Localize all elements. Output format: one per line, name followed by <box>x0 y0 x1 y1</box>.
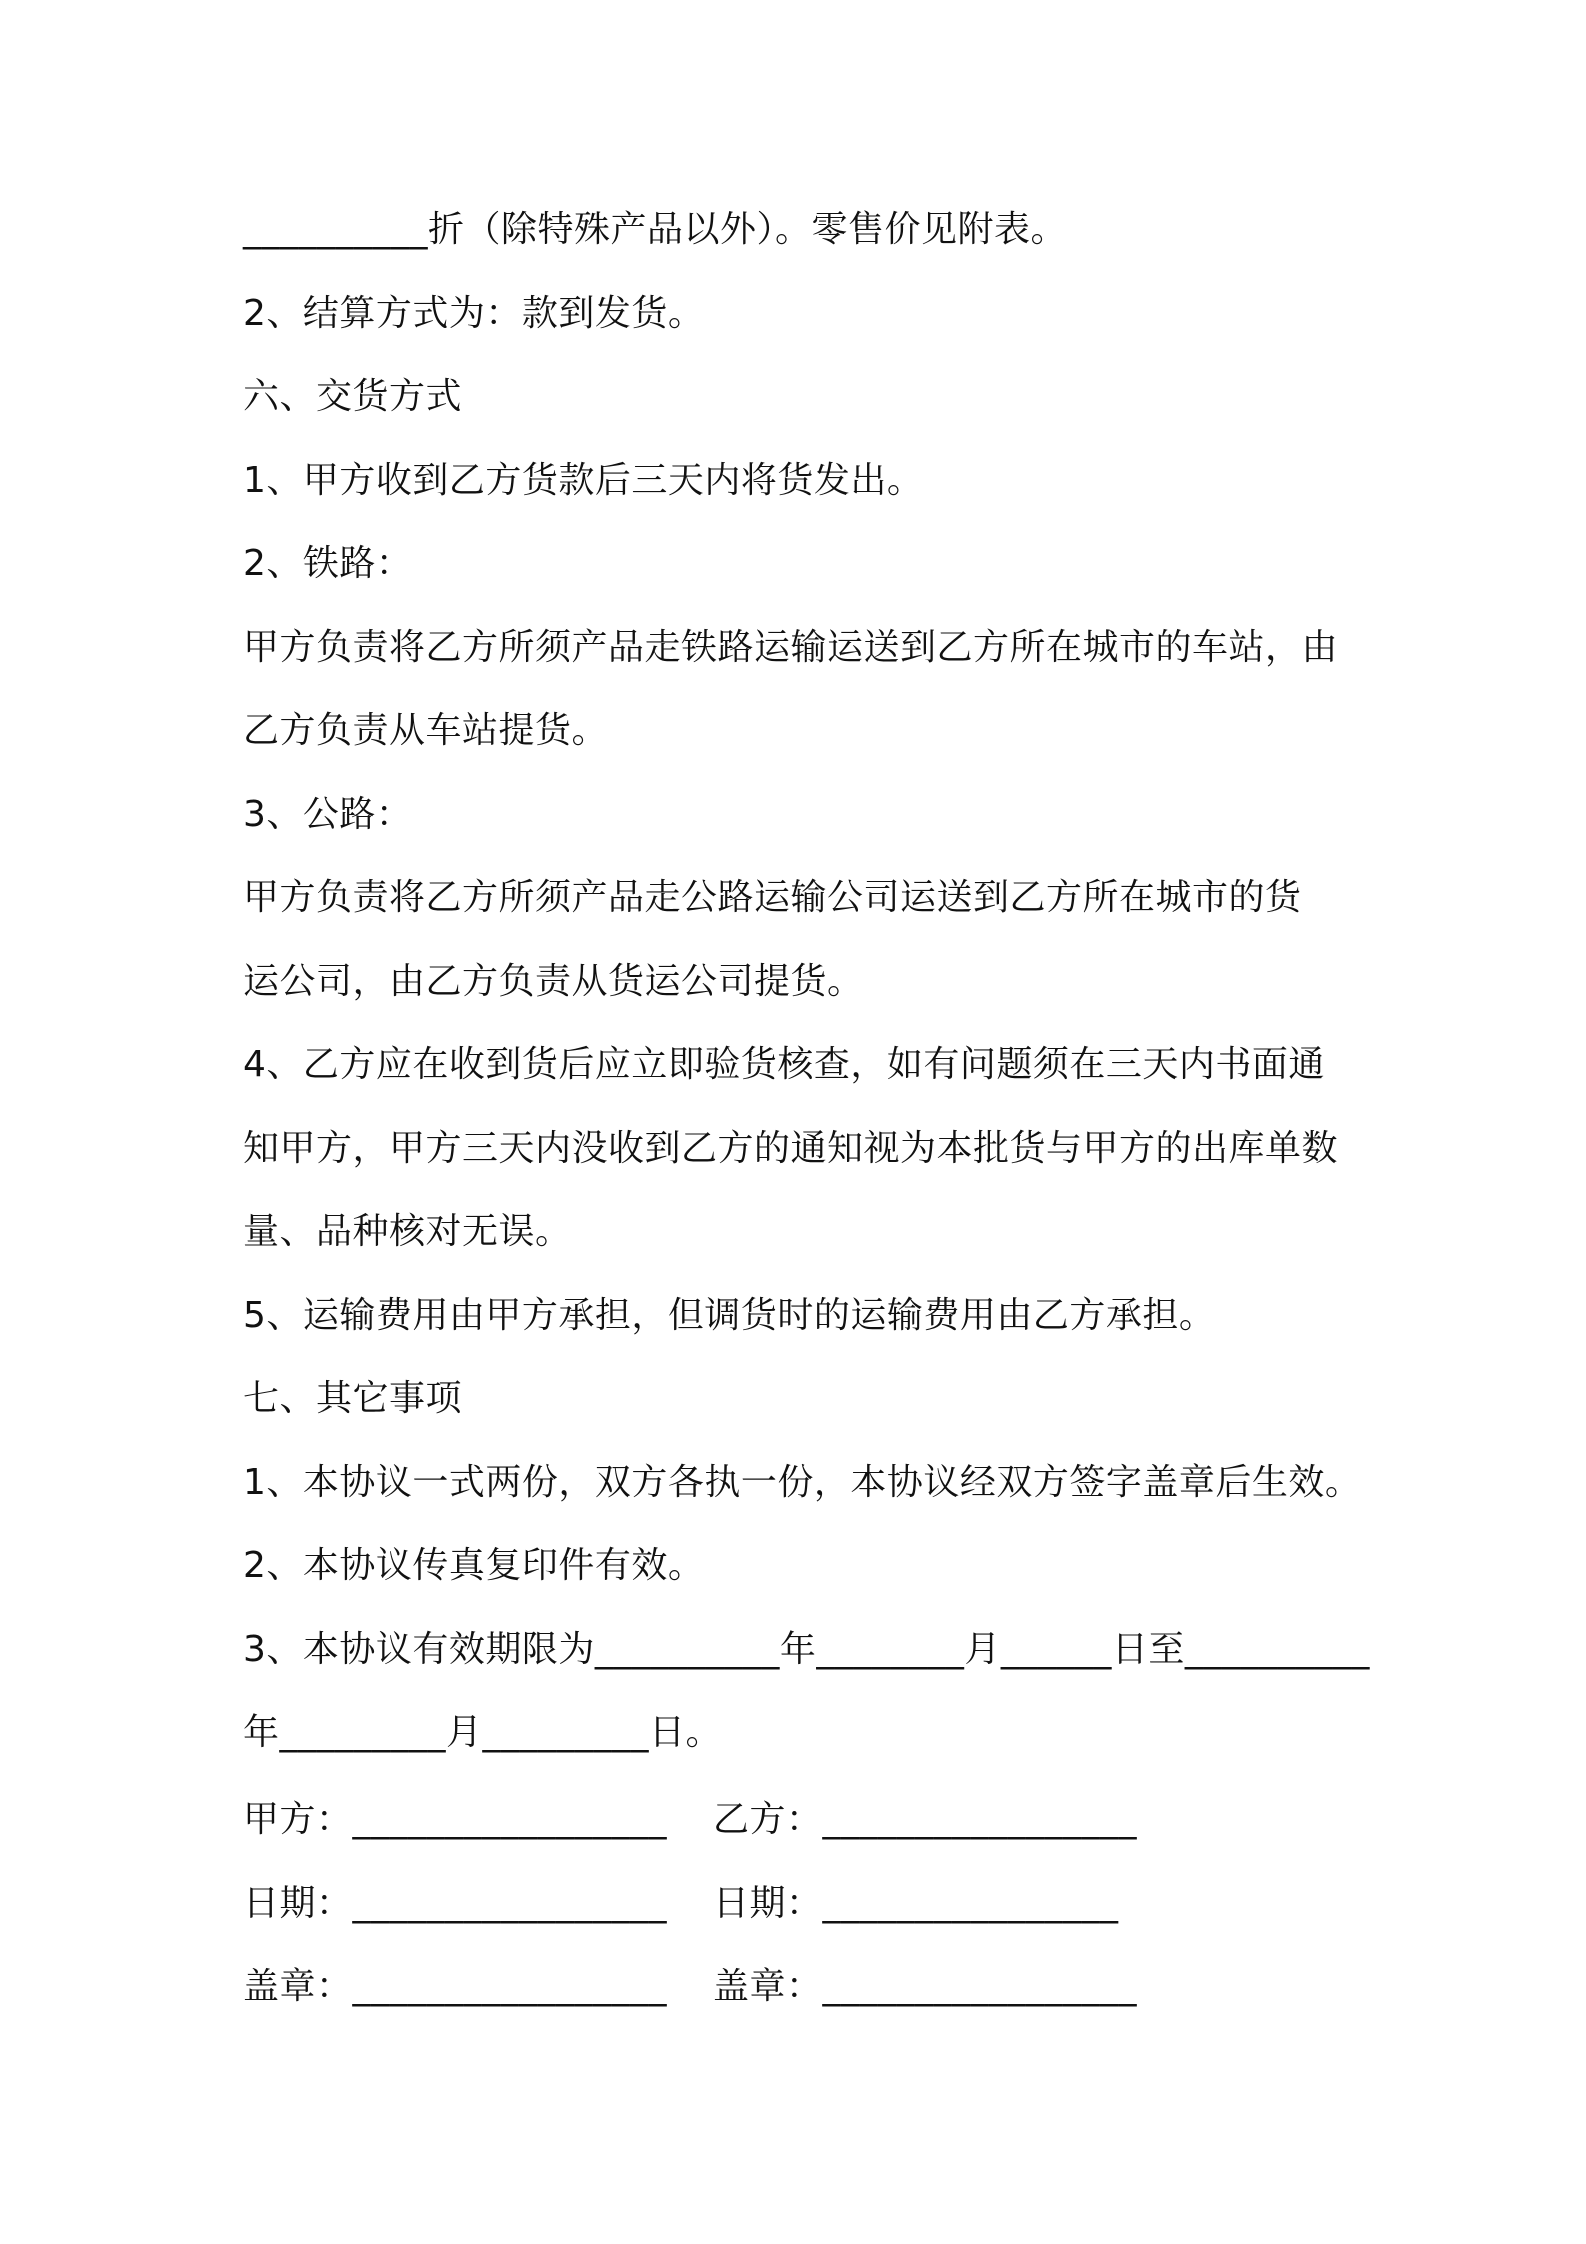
text-line-7: 乙方负责从车站提货。 <box>243 710 609 751</box>
text-line-17: 2、本协议传真复印件有效。 <box>243 1545 705 1586</box>
text-line-5: 2、铁路： <box>243 543 413 584</box>
text-line-9: 甲方负责将乙方所须产品走公路运输公司运送到乙方所在城市的货 <box>243 877 1302 918</box>
party-a-label: 甲方：_________________ <box>243 1799 668 1840</box>
text-line-16: 1、本协议一式两份，双方各执一份，本协议经双方签字盖章后生效。 <box>243 1462 1362 1503</box>
section-heading-other: 七、其它事项 <box>243 1378 463 1419</box>
signature-row-seal <box>243 1963 1137 2011</box>
party-a-date: 日期：_________________ <box>243 1883 668 1924</box>
text-line-10: 运公司，由乙方负责从货运公司提货。 <box>243 961 864 1002</box>
text-line-12: 知甲方，甲方三天内没收到乙方的通知视为本批货与甲方的出库单数 <box>243 1128 1339 1169</box>
text-line-11: 4、乙方应在收到货后应立即验货核查，如有问题须在三天内书面通 <box>243 1044 1325 1085</box>
text-line-19: 年_________月_________日。 <box>243 1712 723 1753</box>
text-line-8: 3、公路： <box>243 794 413 835</box>
party-a-seal: 盖章：_________________ <box>243 1966 668 2007</box>
text-line-1: __________折（除特殊产品以外）。零售价见附表。 <box>243 209 1068 250</box>
text-line-6: 甲方负责将乙方所须产品走铁路运输运送到乙方所在城市的车站，由 <box>243 627 1339 668</box>
party-b-seal: 盖章：_________________ <box>713 1966 1138 2007</box>
party-b-label: 乙方：_________________ <box>713 1799 1138 1840</box>
text-line-2: 2、结算方式为：款到发货。 <box>243 293 705 334</box>
party-b-date: 日期：________________ <box>713 1883 1119 1924</box>
signature-row-date <box>243 1880 1119 1928</box>
text-line-13: 量、品种核对无误。 <box>243 1211 572 1252</box>
text-line-18: 3、本协议有效期限为__________年________月______日至__________ <box>243 1629 1370 1670</box>
signature-row-party <box>243 1796 1137 1844</box>
section-heading-delivery: 六、交货方式 <box>243 376 463 417</box>
text-line-4: 1、甲方收到乙方货款后三天内将货发出。 <box>243 460 924 501</box>
text-line-14: 5、运输费用由甲方承担，但调货时的运输费用由乙方承担。 <box>243 1295 1216 1336</box>
